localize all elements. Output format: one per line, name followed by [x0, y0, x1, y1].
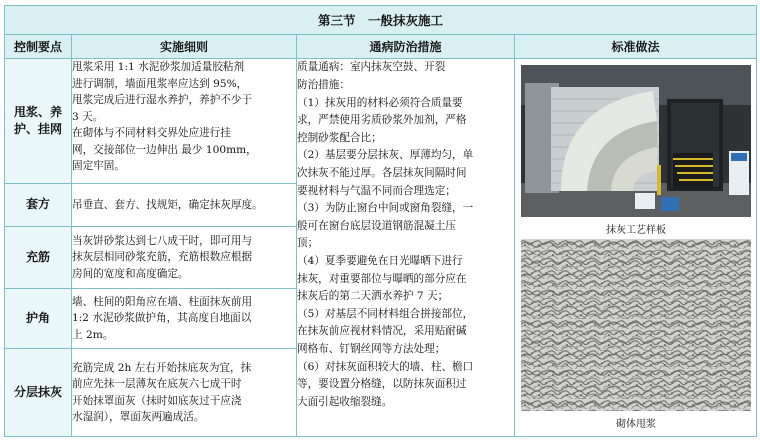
header-prevention: 通病防治措施	[297, 34, 515, 59]
detail-line: 固定牢固。	[72, 160, 125, 173]
key-label-line: 甩浆、养	[13, 104, 62, 119]
key-cell	[5, 59, 72, 184]
image-caption: 抹灰工艺样板	[606, 225, 666, 237]
detail-line: 网，交接部位一边伸出 最少 100mm，	[72, 143, 257, 156]
detail-line: 当灰饼砂浆达到七八成干时，即可用与	[72, 234, 253, 247]
image-caption: 砌体甩浆	[616, 419, 656, 431]
prevention-line: 防治措施：	[297, 79, 350, 92]
masonry-slurry-photo	[521, 239, 751, 411]
key-cell: 套方	[5, 184, 72, 227]
prevention-line: 般可在窗台底层设道钢筋混凝土压	[297, 219, 456, 232]
plaster-sample-photo	[521, 65, 751, 217]
detail-line: 进行调制，墙面甩浆率应达到 95%，	[72, 77, 248, 90]
detail-line: 墙、柱间的阳角应在墙、柱面抹灰前用	[72, 295, 253, 308]
detail-line: 前应先抹一层薄灰在底灰六七成干时	[72, 378, 242, 391]
prevention-line: 质量通病：室内抹灰空鼓、开裂	[297, 61, 446, 74]
key-label-line: 护、挂网	[13, 122, 62, 137]
prevention-line: 网格布、钉钢丝网等方法处理；	[297, 342, 446, 355]
prevention-line: （2）基层要分层抹灰、厚薄均匀，单	[297, 149, 474, 162]
header-control-points: 控制要点	[5, 34, 72, 59]
detail-line: 在砌体与不同材料交界处应进行挂	[72, 127, 231, 140]
prevention-line: （1）抹灰用的材料必须符合质量要	[297, 96, 463, 109]
detail-line: 充筋完成 2h 左右开始抹底灰为宜，抹	[72, 361, 252, 374]
prevention-line: 在抹灰前应视材料情况，采用贴耐碱	[297, 325, 467, 338]
prevention-line: 抹灰，对重要部位与曝晒的部分应在	[297, 272, 467, 285]
detail-line: 1:2 水泥砂浆做护角，其高度自地面以	[72, 312, 252, 325]
key-cell: 充筋	[5, 227, 72, 289]
prevention-line: （4）夏季要避免在日光曝晒下进行	[297, 255, 463, 267]
prevention-line: （6）对抹灰面积较大的墙、柱、檐口	[297, 360, 474, 373]
detail-line: 开始抹罩面灰（抹时如底灰过干应浇	[72, 394, 242, 407]
prevention-line: 顶；	[297, 237, 319, 250]
detail-line: 甩浆完成后进行湿水养护，养护不少于	[72, 94, 253, 107]
prevention-line: （5）对基层不同材料组合拼接部位，	[297, 307, 474, 320]
detail-cell	[72, 289, 297, 349]
prevention-line: 求，严禁使用劣质砂浆外加剂，严格	[297, 114, 467, 127]
detail-cell	[72, 184, 297, 227]
detail-line: 吊垂直、套方、找规矩，确定抹灰厚度。	[72, 198, 263, 211]
prevention-line: 大面引起收缩裂缝。	[297, 395, 393, 408]
detail-cell	[72, 227, 297, 289]
header-implementation: 实施细则	[72, 34, 297, 59]
detail-line: 甩浆采用 1:1 水泥砂浆加适量胶粘剂	[72, 61, 245, 74]
construction-table	[4, 5, 757, 437]
detail-cell	[72, 59, 297, 184]
section-title: 第三节 一般抹灰施工	[5, 6, 757, 35]
prevention-line: 抹灰后的第二天洒水养护 7 天；	[297, 290, 449, 303]
detail-line: 抹灰层相同砂浆充筋，充筋根数应根据	[72, 251, 253, 264]
key-cell: 护角	[5, 289, 72, 349]
prevention-line: （3）为防止窗台中间或窗角裂缝，一	[297, 202, 474, 215]
prevention-line: 控制砂浆配合比；	[297, 131, 382, 144]
prevention-line: 要视材料与气温不同而合理选定；	[297, 184, 456, 197]
detail-line: 3 天。	[72, 110, 104, 123]
prevention-line: 次抹灰不能过厚。各层抹灰间隔时间	[297, 167, 467, 180]
key-cell: 分层抹灰	[5, 349, 72, 437]
header-standard: 标准做法	[515, 34, 757, 59]
detail-cell	[72, 349, 297, 437]
detail-line: 上 2m。	[72, 328, 114, 341]
detail-line: 水湿润），罩面灰两遍成活。	[72, 411, 205, 424]
prevention-line: 等，要设置分格缝，以防抹灰面积过	[297, 378, 467, 391]
detail-line: 房间的宽度和高度确定。	[72, 267, 189, 280]
prevention-cell	[297, 59, 515, 437]
standard-cell	[515, 59, 757, 437]
